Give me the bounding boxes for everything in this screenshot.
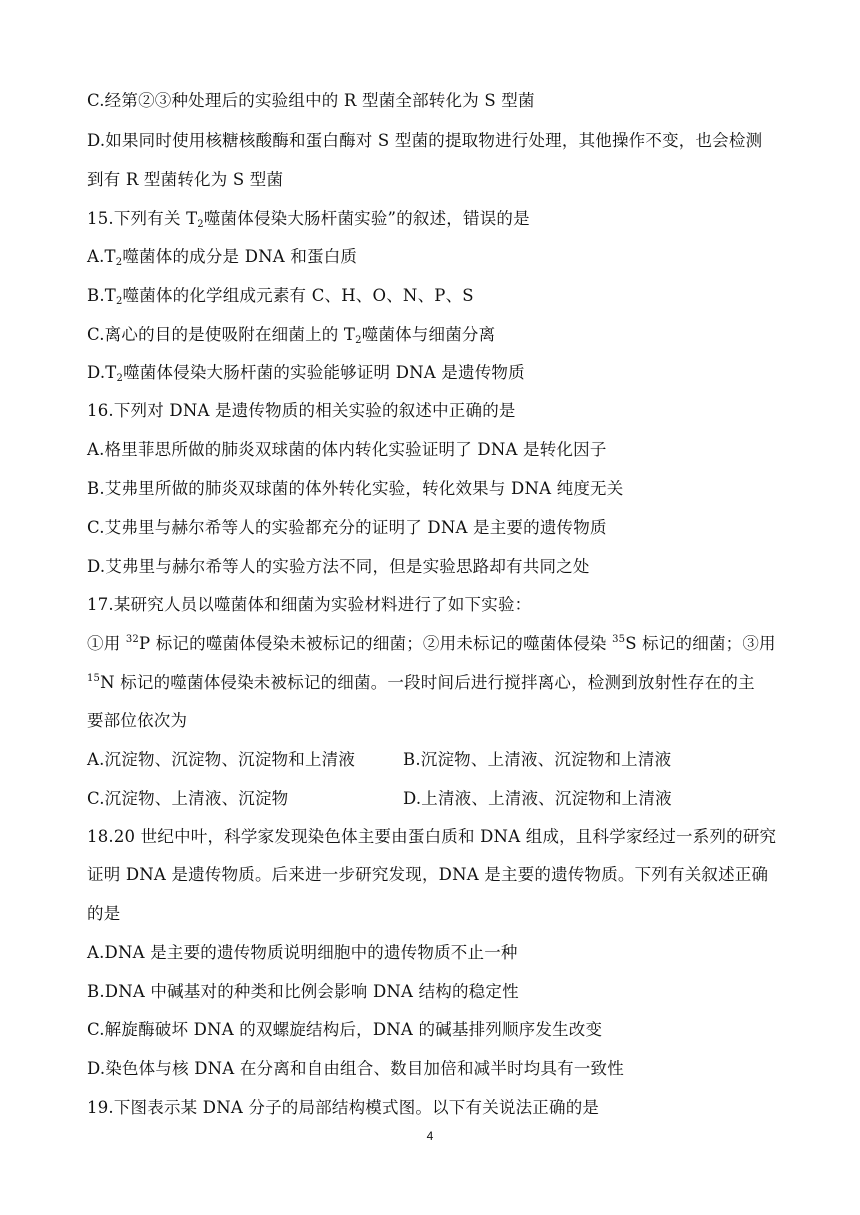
question-16-option-a: A.格里菲思所做的肺炎双球菌的体内转化实验证明了 DNA 是转化因子 bbox=[87, 440, 607, 459]
question-17-options-row2 bbox=[87, 788, 672, 810]
question-17-option-a: A.沉淀物、沉淀物、沉淀物和上清液 bbox=[87, 750, 356, 769]
question-15: 15.下列有关 $T_2$噬菌体侵染大肠杆菌实验”的叙述，错误的是 bbox=[87, 209, 530, 230]
question-16-option-b: B.艾弗里所做的肺炎双球菌的体外转化实验，转化效果与 DNA 纯度无关 bbox=[87, 479, 624, 498]
question-16: 16.下列对 DNA 是遗传物质的相关实验的叙述中正确的是 bbox=[87, 401, 516, 420]
question-15-option-d: $D.T_2$噬菌体侵染大肠杆菌的实验能够证明 DNA 是遗传物质 bbox=[87, 363, 525, 384]
question-16-option-d: D.艾弗里与赫尔希等人的实验方法不同，但是实验思路却有共同之处 bbox=[87, 557, 590, 576]
question-17-option-b: B.沉淀物、上清液、沉淀物和上清液 bbox=[403, 750, 672, 769]
question-18-line2: 证明 DNA 是遗传物质。后来进一步研究发现，DNA 是主要的遗传物质。下列有关叙述正确 bbox=[87, 865, 769, 884]
question-17-line4: 要部位依次为 bbox=[87, 711, 188, 730]
question-18-option-a: A.DNA 是主要的遗传物质说明细胞中的遗传物质不止一种 bbox=[87, 943, 518, 962]
question-15-option-a: $A.T_2$噬菌体的成分是 DNA 和蛋白质 bbox=[87, 247, 358, 268]
option-d-q14-line2: 到有 R 型菌转化为 S 型菌 bbox=[87, 170, 284, 189]
question-17-option-c: C.沉淀物、上清液、沉淀物 bbox=[87, 789, 289, 808]
question-18-option-b: B.DNA 中碱基对的种类和比例会影响 DNA 结构的稳定性 bbox=[87, 982, 519, 1001]
page-number: 4 bbox=[426, 1129, 434, 1143]
question-15-option-b: $B.T_2$噬菌体的化学组成元素有 C、H、O、N、P、S bbox=[87, 286, 474, 307]
option-c-q14: C.经第②③种处理后的实验组中的 R 型菌全部转化为 S 型菌 bbox=[87, 91, 535, 110]
question-18-line3: 的是 bbox=[87, 904, 121, 923]
question-17: 17.某研究人员以噬菌体和细菌为实验材料进行了如下实验： bbox=[87, 595, 532, 614]
question-15-option-c: C.离心的目的是使吸附在细菌上的 $T_2$噬菌体与细菌分离 bbox=[87, 325, 496, 346]
question-18-option-c: C.解旋酶破坏 DNA 的双螺旋结构后，DNA 的碱基排列顺序发生改变 bbox=[87, 1020, 603, 1039]
question-18-line1: 18.20 世纪中叶，科学家发现染色体主要由蛋白质和 DNA 组成，且科学家经过一系列的研究 bbox=[87, 827, 777, 846]
question-16-option-c: C.艾弗里与赫尔希等人的实验都充分的证明了 DNA 是主要的遗传物质 bbox=[87, 518, 607, 537]
question-17-line3: $^{15}$N 标记的噬菌体侵染未被标记的细菌。一段时间后进行搅拌离心，检测到放射性存在的主 bbox=[87, 673, 755, 692]
option-d-q14-line1: D.如果同时使用核糖核酸酶和蛋白酶对 S 型菌的提取物进行处理，其他操作不变，也会检测 bbox=[87, 131, 763, 150]
question-17-options-row1 bbox=[87, 749, 672, 771]
question-17-line2: ①用 $^{32}$P 标记的噬菌体侵染未被标记的细菌；②用未标记的噬菌体侵染 $^{35}$S 标记的细菌；③用 bbox=[87, 634, 776, 653]
question-19: 19.下图表示某 DNA 分子的局部结构模式图。以下有关说法正确的是 bbox=[87, 1098, 600, 1117]
question-17-option-d: D.上清液、上清液、沉淀物和上清液 bbox=[403, 789, 672, 808]
question-18-option-d: D.染色体与核 DNA 在分离和自由组合、数目加倍和减半时均具有一致性 bbox=[87, 1059, 624, 1078]
